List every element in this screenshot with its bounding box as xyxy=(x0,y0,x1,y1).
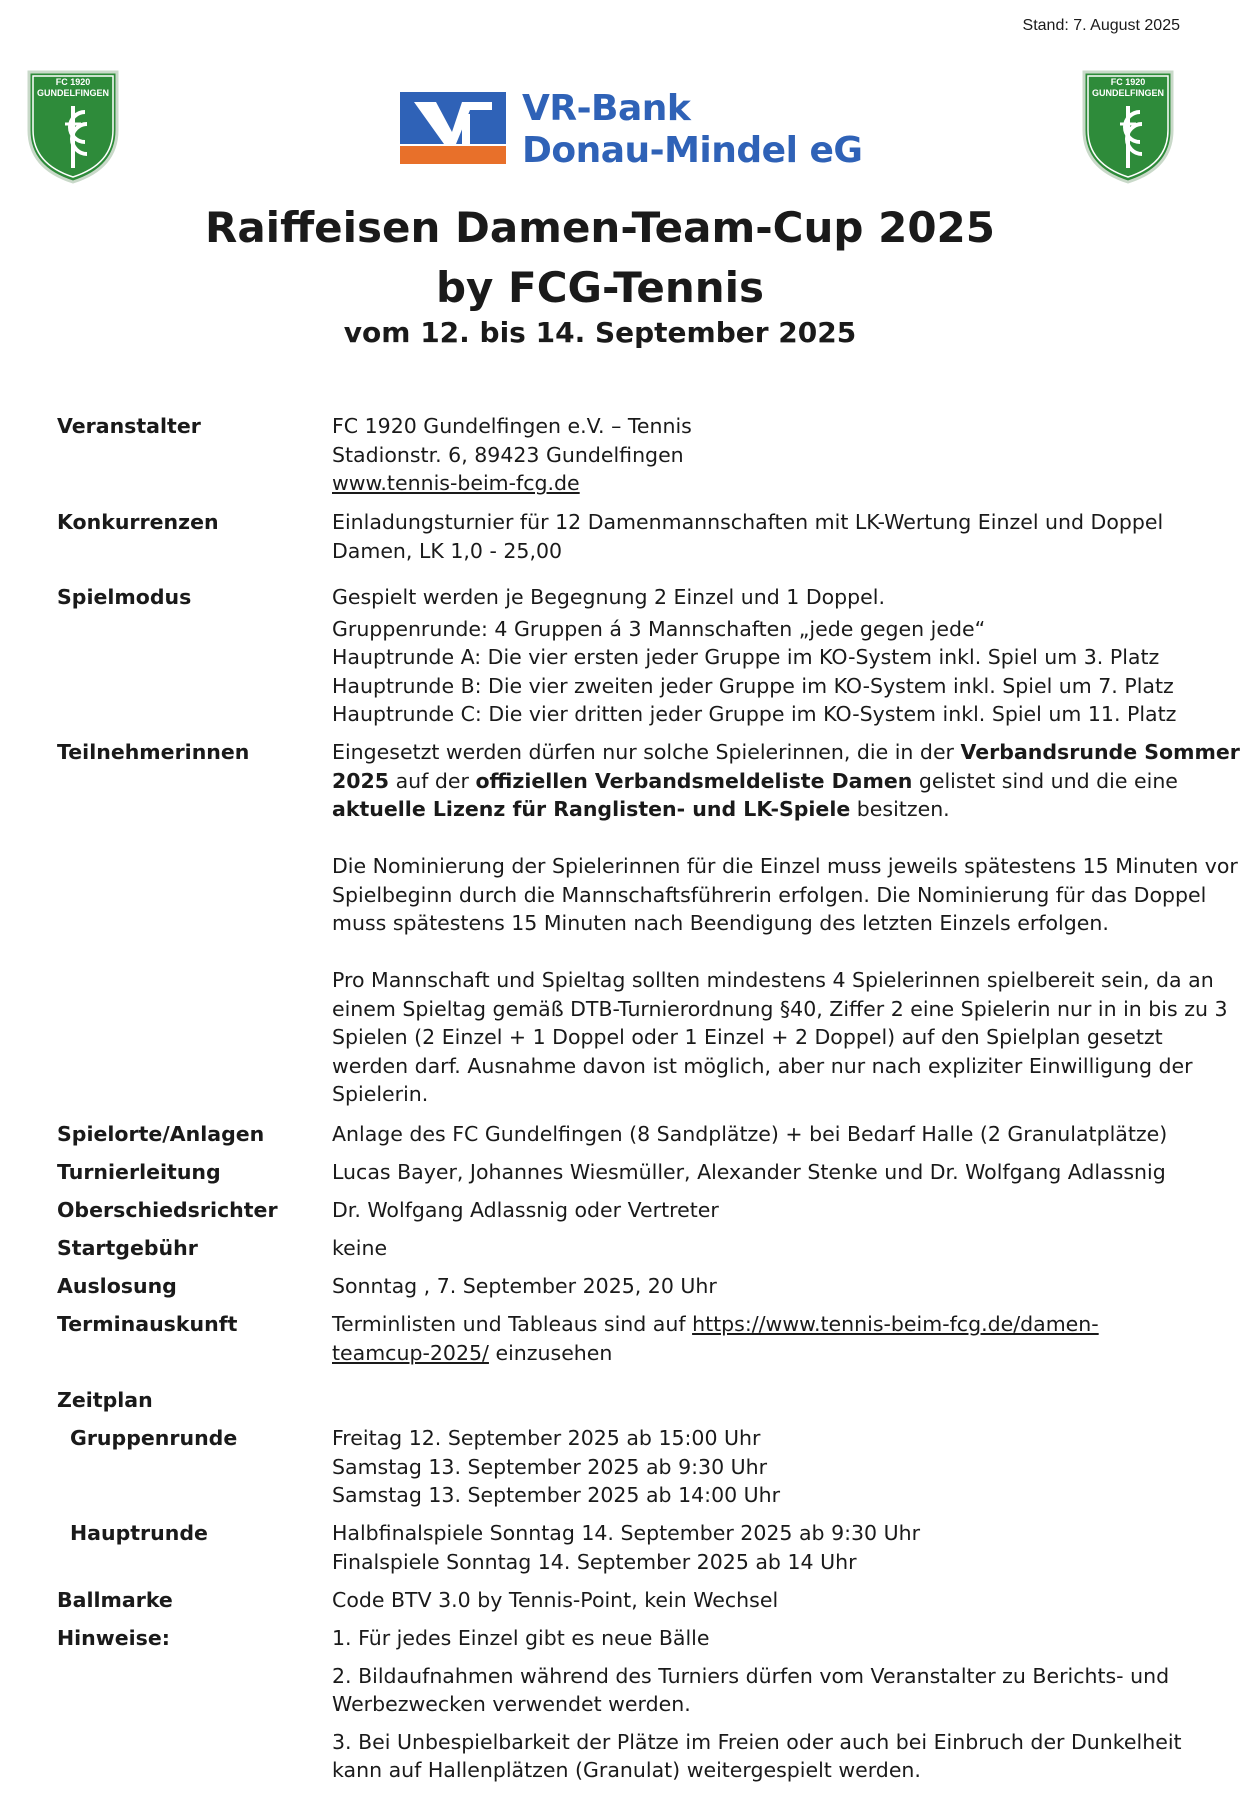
label-spielorte: Spielorte/Anlagen xyxy=(57,1122,265,1146)
schedule-link-continued[interactable]: teamcup-2025/ xyxy=(332,1340,489,1365)
value-startgebuehr: keine xyxy=(332,1236,388,1260)
value-konkurrenzen: Einladungsturnier für 12 Damenmannschaften mit LK-Wertung Einzel und Doppel Damen, LK 1,0 - 25,00 xyxy=(332,510,1164,563)
label-auslosung: Auslosung xyxy=(57,1274,177,1298)
label-konkurrenzen: Konkurrenzen xyxy=(57,510,219,534)
bank-logo xyxy=(400,86,880,174)
label-oberschiedsrichter: Oberschiedsrichter xyxy=(57,1198,278,1222)
document-title: Raiffeisen Damen-Team-Cup 2025 by FCG-Tennis xyxy=(204,203,995,312)
value-terminauskunft: Terminlisten und Tableaus sind auf https://www.tennis-beim-fcg.de/damen- teamcup-2025/ einzusehen xyxy=(332,1312,1099,1365)
label-terminauskunft: Terminauskunft xyxy=(57,1312,238,1336)
player-count-paragraph: Pro Mannschaft und Spieltag sollten mindestens 4 Spielerinnen spielbereit sein, da an einem Spieltag gemäß DTB-Turnierordnung §40, Ziffer 2 eine Spielerin nur in in bis zu 3 Spielen (2 Einzel + 1 Doppel oder 1 Einzel + 2 Doppel) auf den Spielplan gesetzt werden darf. Ausnahme davon ist möglich, aber nur nach expliziter Einwilligung der Spielerin. xyxy=(332,968,1228,1106)
event-dates: vom 12. bis 14. September 2025 xyxy=(343,316,857,349)
note-2: 2. Bildaufnahmen während des Turniers dürfen vom Veranstalter zu Berichts- und Werbezwecken verwendet werden. xyxy=(332,1663,1170,1716)
value-turnierleitung: Lucas Bayer, Johannes Wiesmüller, Alexander Stenke und Dr. Wolfgang Adlassnig xyxy=(332,1160,1166,1184)
label-zeitplan: Zeitplan xyxy=(57,1388,153,1412)
nomination-paragraph: Die Nominierung der Spielerinnen für die Einzel muss jeweils spätestens 15 Minuten vor Spielbeginn durch die Mannschaftsführerin erfolgen. Die Nominierung für das Doppel muss spätestens 15 Minuten nach Beendigung des letzten Einzels erfolgen. xyxy=(332,854,1238,935)
note-3: 3. Bei Unbespielbarkeit der Plätze im Freien oder auch bei Einbruch der Dunkelheit kann auf Hallenplätzen (Granulat) weitergespielt werden. xyxy=(332,1729,1182,1782)
schedule-link[interactable]: https://www.tennis-beim-fcg.de/damen- xyxy=(692,1312,1099,1336)
club-crest-left xyxy=(25,68,121,186)
label-spielmodus: Spielmodus xyxy=(57,585,192,609)
label-ballmarke: Ballmarke xyxy=(57,1588,173,1612)
bank-name: VR-Bank Donau-Mindel eG xyxy=(522,88,863,171)
value-hauptrunde: Halbfinalspiele Sonntag 14. September 2025 ab 9:30 Uhr Finalspiele Sonntag 14. September 2025 ab 14 Uhr xyxy=(332,1521,921,1574)
label-hinweise: Hinweise: xyxy=(57,1626,170,1650)
value-spielmodus: Gespielt werden je Begegnung 2 Einzel und 1 Doppel. Gruppenrunde: 4 Gruppen á 3 Mannschaften „jede gegen jede“ Hauptrunde A: Die vier ersten jeder Gruppe im KO-System inkl. Spiel um 3. Platz Hauptrunde B: Die vier zweiten jeder Gruppe im KO-System inkl. Spiel um 7. Platz Hauptrunde C: Die vier dritten jeder Gruppe im KO-System inkl. Spiel um 11. Platz xyxy=(332,585,1177,726)
label-startgebuehr: Startgebühr xyxy=(57,1236,198,1260)
club-crest-right xyxy=(1080,68,1176,186)
document-date: Stand: 7. August 2025 xyxy=(1022,17,1180,34)
website-link[interactable]: www.tennis-beim-fcg.de xyxy=(332,471,580,495)
eligibility-paragraph: Eingesetzt werden dürfen nur solche Spielerinnen, die in der Verbandsrunde Sommer xyxy=(332,740,1240,764)
value-ballmarke: Code BTV 3.0 by Tennis-Point, kein Wechsel xyxy=(332,1588,779,1612)
value-auslosung: Sonntag , 7. September 2025, 20 Uhr xyxy=(332,1274,717,1298)
label-hauptrunde: Hauptrunde xyxy=(70,1521,208,1545)
bank-logo-icon xyxy=(400,92,510,166)
label-teilnehmerinnen: Teilnehmerinnen xyxy=(57,740,250,764)
value-hinweise xyxy=(332,1624,1237,1785)
crest-text: FC 1920 GUNDELFINGEN xyxy=(37,77,109,98)
value-spielorte: Anlage des FC Gundelfingen (8 Sandplätze) + bei Bedarf Halle (2 Granulatplätze) xyxy=(332,1122,1168,1146)
label-gruppenrunde: Gruppenrunde xyxy=(70,1426,238,1450)
label-turnierleitung: Turnierleitung xyxy=(57,1160,221,1184)
note-1: 1. Für jedes Einzel gibt es neue Bälle xyxy=(332,1626,710,1650)
value-veranstalter: FC 1920 Gundelfingen e.V. – Tennis Stadionstr. 6, 89423 Gundelfingen www.tennis-beim-fcg.de xyxy=(332,412,1237,498)
label-veranstalter: Veranstalter xyxy=(57,414,201,438)
crest-text: FC 1920 GUNDELFINGEN xyxy=(1092,77,1164,98)
value-teilnehmerinnen: Eingesetzt werden dürfen nur solche Spielerinnen, die in der Verbandsrunde Sommer 2025 auf der offiziellen Verbandsmeldeliste Damen gelistet sind und die eine aktuelle Lizenz für Ranglisten- und LK-Spiele besitzen. Die Nominierung der Spielerinnen für die Einzel muss jeweils spätestens 15 Minuten vor Spielbeginn durch die Mannschaftsführerin erfolgen. Die Nominierung für das Doppel muss spätestens 15 Minuten nach Beendigung des letzten Einzels erfolgen. Pro Mannschaft und Spieltag sollten mindestens 4 Spielerinnen spielbereit sein, da an einem Spieltag gemäß DTB-Turnierordnung §40, Ziffer 2 eine Spielerin nur in in bis zu 3 Spielen (2 Einzel + 1 Doppel oder 1 Einzel + 2 Doppel) auf den Spielplan gesetzt werden darf. Ausnahme davon ist möglich, aber nur nach expliziter Einwilligung der Spielerin. xyxy=(332,738,1237,1109)
value-oberschiedsrichter: Dr. Wolfgang Adlassnig oder Vertreter xyxy=(332,1198,719,1222)
value-gruppenrunde: Freitag 12. September 2025 ab 15:00 Uhr Samstag 13. September 2025 ab 9:30 Uhr Samstag 13. September 2025 ab 14:00 Uhr xyxy=(332,1426,781,1507)
